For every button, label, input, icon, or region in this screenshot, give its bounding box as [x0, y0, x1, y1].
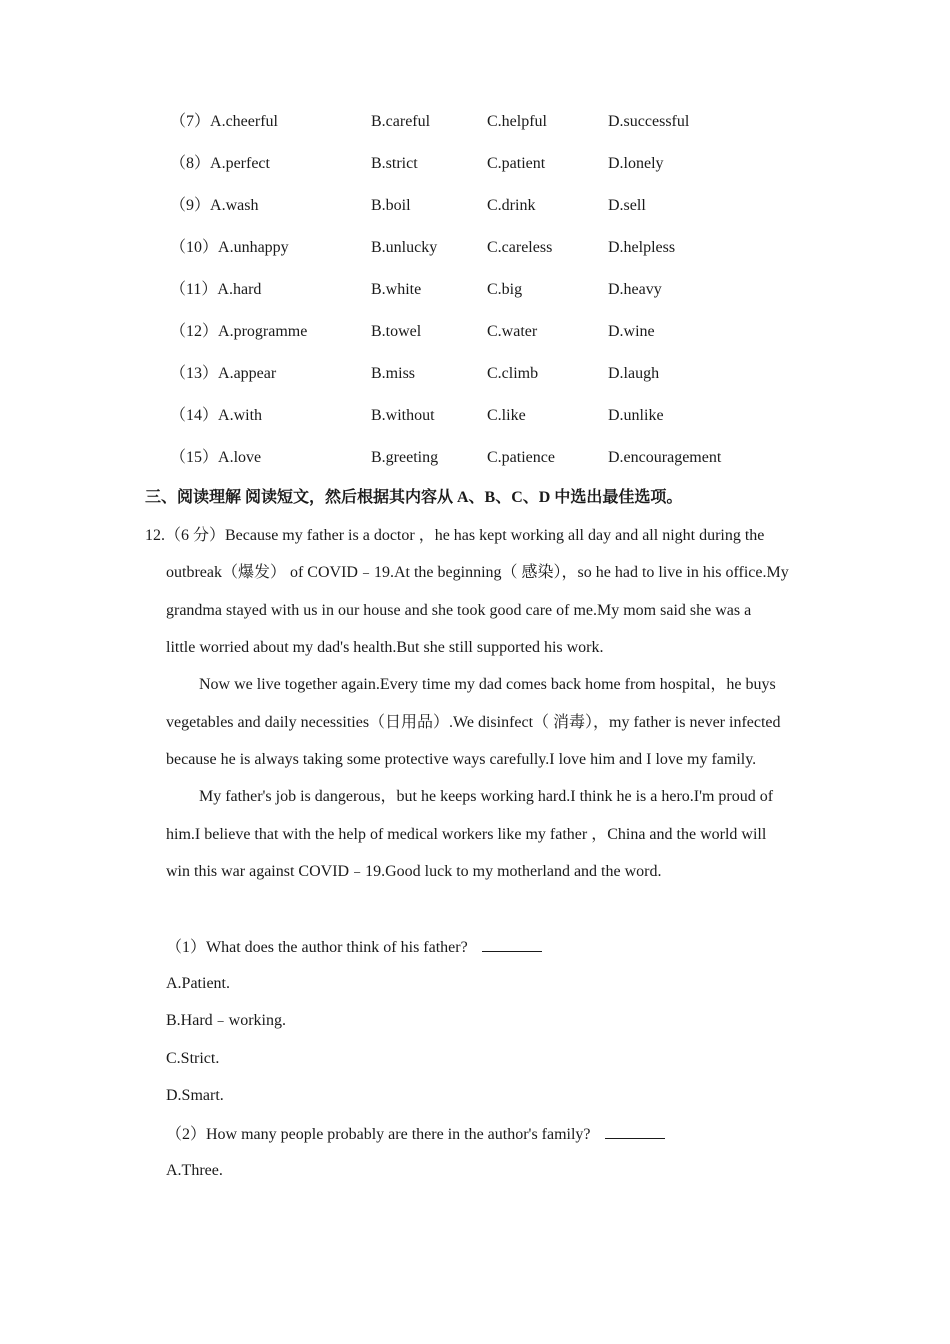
option-row-d: D.successful [608, 113, 690, 130]
option-row-a: （7）A.cheerful [170, 113, 278, 130]
passage-line: 12.（6 分）Because my father is a doctor ，he has kept working all day and all night during the [145, 527, 765, 544]
option-row-c: C.helpful [487, 113, 547, 130]
passage-line: him.I believe that with the help of medical workers like my father ，China and the world will [166, 826, 767, 843]
passage-line: win this war against COVID﹣19.Good luck to my motherland and the word. [166, 863, 662, 880]
passage-line: My father's job is dangerous，but he keeps working hard.I think he is a hero.I'm proud of [199, 788, 774, 805]
option-row-c: C.water [487, 323, 538, 340]
question-2-text: （2）How many people probably are there in the author's family? [166, 1126, 591, 1143]
option-row-a: （9）A.wash [170, 197, 259, 214]
question-1 [166, 935, 542, 959]
option-row-b: B.boil [371, 197, 411, 214]
option-row-d: D.laugh [608, 365, 660, 382]
q1-option-a: A.Patient. [166, 975, 230, 992]
option-row-c: C.big [487, 281, 523, 298]
passage-line: vegetables and daily necessities（日用品）.We disinfect（ 消毒），my father is never infected [166, 714, 781, 731]
passage-line: little worried about my dad's health.But she still supported his work. [166, 639, 604, 656]
option-row-a: （10）A.unhappy [170, 239, 289, 256]
option-row-d: D.sell [608, 197, 646, 214]
option-row-c: C.patient [487, 155, 546, 172]
option-row-c: C.patience [487, 449, 555, 466]
option-row-c: C.climb [487, 365, 539, 382]
option-row-c: C.careless [487, 239, 553, 256]
option-row-a: （15）A.love [170, 449, 262, 466]
question-1-text: （1）What does the author think of his father? [166, 939, 468, 956]
option-row-b: B.unlucky [371, 239, 438, 256]
option-row-c: C.drink [487, 197, 536, 214]
section-heading: 三、阅读理解 阅读短文，然后根据其内容从 A、B、C、D 中选出最佳选项。 [145, 489, 683, 506]
option-row-b: B.careful [371, 113, 431, 130]
option-row-a: （14）A.with [170, 407, 263, 424]
q1-option-b: B.Hard﹣working. [166, 1012, 286, 1029]
option-row-a: （13）A.appear [170, 365, 277, 382]
option-row-b: B.greeting [371, 449, 439, 466]
option-row-d: D.encouragement [608, 449, 722, 466]
option-row-d: D.lonely [608, 155, 664, 172]
option-row-d: D.helpless [608, 239, 676, 256]
option-row-b: B.miss [371, 365, 416, 382]
option-row-d: D.heavy [608, 281, 662, 298]
option-row-b: B.towel [371, 323, 422, 340]
option-row-b: B.strict [371, 155, 418, 172]
question-2 [166, 1122, 665, 1146]
q2-option-a: A.Three. [166, 1162, 223, 1179]
answer-blank[interactable] [605, 1122, 665, 1139]
passage-line: outbreak（爆发） of COVID﹣19.At the beginning（ 感染），so he had to live in his office.My [166, 564, 789, 581]
option-row-d: D.wine [608, 323, 655, 340]
passage-line: grandma stayed with us in our house and she took good care of me.My mom said she was a [166, 602, 752, 619]
q1-option-c: C.Strict. [166, 1050, 220, 1067]
option-row-b: B.without [371, 407, 435, 424]
option-row-b: B.white [371, 281, 422, 298]
passage-line: because he is always taking some protective ways carefully.I love him and I love my family. [166, 751, 757, 768]
option-row-a: （11）A.hard [170, 281, 262, 298]
passage-line: Now we live together again.Every time my dad comes back home from hospital，he buys [199, 676, 776, 693]
option-row-d: D.unlike [608, 407, 664, 424]
q1-option-d: D.Smart. [166, 1087, 224, 1104]
option-row-c: C.like [487, 407, 526, 424]
option-row-a: （12）A.programme [170, 323, 308, 340]
answer-blank[interactable] [482, 935, 542, 952]
option-row-a: （8）A.perfect [170, 155, 270, 172]
